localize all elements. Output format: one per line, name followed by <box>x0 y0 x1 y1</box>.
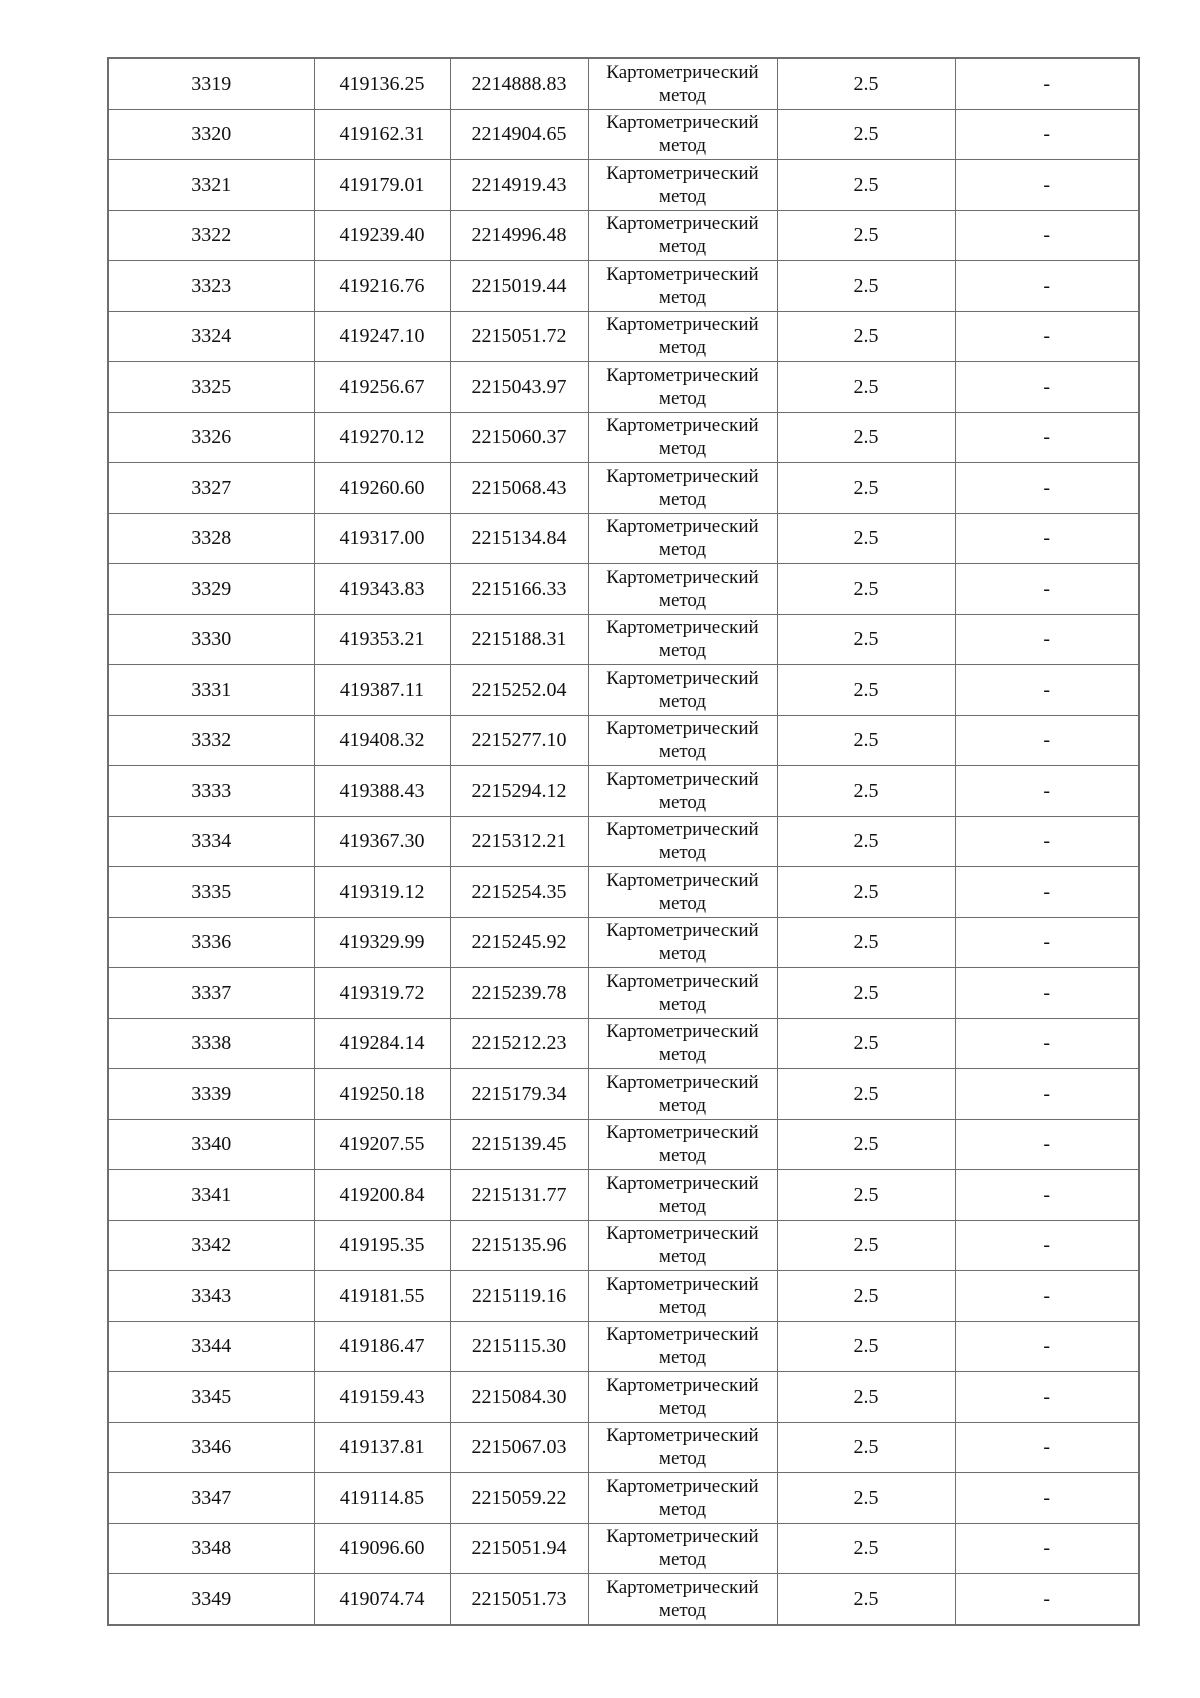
y-coordinate-cell: 2215060.37 <box>450 412 588 463</box>
x-coordinate-cell: 419367.30 <box>314 816 450 867</box>
method-line-1: Картометрический <box>606 1526 759 1548</box>
method-line-2: метод <box>658 438 707 460</box>
note-cell: - <box>955 109 1139 160</box>
x-coordinate-cell: 419260.60 <box>314 463 450 514</box>
method-line-1: Картометрический <box>606 213 759 235</box>
y-coordinate-cell: 2215212.23 <box>450 1018 588 1069</box>
accuracy-cell: 2.5 <box>777 1523 955 1574</box>
note-cell: - <box>955 1271 1139 1322</box>
accuracy-cell: 2.5 <box>777 513 955 564</box>
method-cell <box>588 1018 777 1069</box>
accuracy-cell: 2.5 <box>777 109 955 160</box>
accuracy-cell: 2.5 <box>777 968 955 1019</box>
method-line-1: Картометрический <box>606 768 759 790</box>
x-coordinate-cell: 419216.76 <box>314 261 450 312</box>
accuracy-cell: 2.5 <box>777 1220 955 1271</box>
x-coordinate-cell: 419250.18 <box>314 1069 450 1120</box>
note-cell: - <box>955 1321 1139 1372</box>
note-cell: - <box>955 816 1139 867</box>
point-number-cell: 3319 <box>108 58 314 109</box>
point-number-cell: 3326 <box>108 412 314 463</box>
accuracy-cell: 2.5 <box>777 816 955 867</box>
method-line-1: Картометрический <box>606 61 759 83</box>
method-line-1: Картометрический <box>606 970 759 992</box>
point-number-cell: 3322 <box>108 210 314 261</box>
accuracy-cell: 2.5 <box>777 614 955 665</box>
point-number-cell: 3332 <box>108 715 314 766</box>
method-cell <box>588 1271 777 1322</box>
table-row <box>108 463 1139 514</box>
method-line-2: метод <box>658 337 707 359</box>
accuracy-cell: 2.5 <box>777 564 955 615</box>
method-cell <box>588 665 777 716</box>
method-cell <box>588 362 777 413</box>
accuracy-cell: 2.5 <box>777 1372 955 1423</box>
accuracy-cell: 2.5 <box>777 1271 955 1322</box>
method-cell <box>588 715 777 766</box>
table-row <box>108 1574 1139 1625</box>
method-line-1: Картометрический <box>606 263 759 285</box>
y-coordinate-cell: 2215051.73 <box>450 1574 588 1625</box>
y-coordinate-cell: 2215067.03 <box>450 1422 588 1473</box>
point-number-cell: 3348 <box>108 1523 314 1574</box>
method-line-2: метод <box>658 488 707 510</box>
method-cell <box>588 210 777 261</box>
note-cell: - <box>955 1473 1139 1524</box>
note-cell: - <box>955 766 1139 817</box>
method-line-2: метод <box>658 1296 707 1318</box>
accuracy-cell: 2.5 <box>777 1422 955 1473</box>
note-cell: - <box>955 1372 1139 1423</box>
note-cell: - <box>955 968 1139 1019</box>
point-number-cell: 3335 <box>108 867 314 918</box>
method-line-1: Картометрический <box>606 1071 759 1093</box>
point-number-cell: 3321 <box>108 160 314 211</box>
method-line-2: метод <box>658 1094 707 1116</box>
point-number-cell: 3330 <box>108 614 314 665</box>
method-cell <box>588 1372 777 1423</box>
method-line-2: метод <box>658 842 707 864</box>
point-number-cell: 3329 <box>108 564 314 615</box>
accuracy-cell: 2.5 <box>777 1119 955 1170</box>
x-coordinate-cell: 419408.32 <box>314 715 450 766</box>
method-line-2: метод <box>658 993 707 1015</box>
accuracy-cell: 2.5 <box>777 210 955 261</box>
method-cell <box>588 917 777 968</box>
table-row <box>108 1170 1139 1221</box>
note-cell: - <box>955 412 1139 463</box>
table-row <box>108 1422 1139 1473</box>
y-coordinate-cell: 2215115.30 <box>450 1321 588 1372</box>
y-coordinate-cell: 2215131.77 <box>450 1170 588 1221</box>
table-row <box>108 766 1139 817</box>
method-line-2: метод <box>658 791 707 813</box>
method-line-2: метод <box>658 1549 707 1571</box>
method-cell <box>588 1422 777 1473</box>
y-coordinate-cell: 2215166.33 <box>450 564 588 615</box>
method-line-2: метод <box>658 1246 707 1268</box>
accuracy-cell: 2.5 <box>777 1574 955 1625</box>
accuracy-cell: 2.5 <box>777 917 955 968</box>
method-cell <box>588 968 777 1019</box>
point-number-cell: 3346 <box>108 1422 314 1473</box>
y-coordinate-cell: 2215188.31 <box>450 614 588 665</box>
method-line-2: метод <box>658 1448 707 1470</box>
method-line-1: Картометрический <box>606 920 759 942</box>
method-line-1: Картометрический <box>606 1374 759 1396</box>
accuracy-cell: 2.5 <box>777 1473 955 1524</box>
point-number-cell: 3349 <box>108 1574 314 1625</box>
method-line-2: метод <box>658 741 707 763</box>
method-line-2: метод <box>658 185 707 207</box>
x-coordinate-cell: 419179.01 <box>314 160 450 211</box>
x-coordinate-cell: 419136.25 <box>314 58 450 109</box>
method-line-2: метод <box>658 690 707 712</box>
y-coordinate-cell: 2215019.44 <box>450 261 588 312</box>
method-line-1: Картометрический <box>606 617 759 639</box>
table-row <box>108 867 1139 918</box>
table-body <box>108 58 1139 1625</box>
x-coordinate-cell: 419319.12 <box>314 867 450 918</box>
y-coordinate-cell: 2215043.97 <box>450 362 588 413</box>
y-coordinate-cell: 2214996.48 <box>450 210 588 261</box>
method-line-2: метод <box>658 1195 707 1217</box>
table-row <box>108 58 1139 109</box>
point-number-cell: 3337 <box>108 968 314 1019</box>
table-row <box>108 513 1139 564</box>
note-cell: - <box>955 1523 1139 1574</box>
note-cell: - <box>955 160 1139 211</box>
point-number-cell: 3333 <box>108 766 314 817</box>
accuracy-cell: 2.5 <box>777 1069 955 1120</box>
coordinates-table <box>107 57 1140 1626</box>
x-coordinate-cell: 419114.85 <box>314 1473 450 1524</box>
x-coordinate-cell: 419195.35 <box>314 1220 450 1271</box>
table-row <box>108 160 1139 211</box>
y-coordinate-cell: 2215051.72 <box>450 311 588 362</box>
table-row <box>108 614 1139 665</box>
table-row <box>108 1372 1139 1423</box>
accuracy-cell: 2.5 <box>777 160 955 211</box>
method-line-2: метод <box>658 1397 707 1419</box>
method-cell <box>588 1473 777 1524</box>
method-line-1: Картометрический <box>606 566 759 588</box>
method-line-2: метод <box>658 539 707 561</box>
method-line-1: Картометрический <box>606 1475 759 1497</box>
table-row <box>108 917 1139 968</box>
accuracy-cell: 2.5 <box>777 58 955 109</box>
note-cell: - <box>955 614 1139 665</box>
accuracy-cell: 2.5 <box>777 715 955 766</box>
method-line-1: Картометрический <box>606 1324 759 1346</box>
method-line-1: Картометрический <box>606 162 759 184</box>
method-cell <box>588 1220 777 1271</box>
y-coordinate-cell: 2214904.65 <box>450 109 588 160</box>
method-line-1: Картометрический <box>606 1576 759 1598</box>
accuracy-cell: 2.5 <box>777 665 955 716</box>
accuracy-cell: 2.5 <box>777 867 955 918</box>
method-cell <box>588 1523 777 1574</box>
method-line-2: метод <box>658 1044 707 1066</box>
y-coordinate-cell: 2215294.12 <box>450 766 588 817</box>
x-coordinate-cell: 419186.47 <box>314 1321 450 1372</box>
accuracy-cell: 2.5 <box>777 1170 955 1221</box>
point-number-cell: 3339 <box>108 1069 314 1120</box>
y-coordinate-cell: 2215059.22 <box>450 1473 588 1524</box>
y-coordinate-cell: 2215277.10 <box>450 715 588 766</box>
x-coordinate-cell: 419181.55 <box>314 1271 450 1322</box>
y-coordinate-cell: 2215139.45 <box>450 1119 588 1170</box>
point-number-cell: 3325 <box>108 362 314 413</box>
x-coordinate-cell: 419096.60 <box>314 1523 450 1574</box>
table-row <box>108 109 1139 160</box>
accuracy-cell: 2.5 <box>777 1321 955 1372</box>
method-line-1: Картометрический <box>606 364 759 386</box>
y-coordinate-cell: 2215239.78 <box>450 968 588 1019</box>
y-coordinate-cell: 2215068.43 <box>450 463 588 514</box>
table-row <box>108 1220 1139 1271</box>
method-cell <box>588 1574 777 1625</box>
method-line-2: метод <box>658 943 707 965</box>
method-line-2: метод <box>658 286 707 308</box>
method-line-1: Картометрический <box>606 415 759 437</box>
table-row <box>108 1018 1139 1069</box>
method-line-1: Картометрический <box>606 667 759 689</box>
table-row <box>108 311 1139 362</box>
y-coordinate-cell: 2215245.92 <box>450 917 588 968</box>
x-coordinate-cell: 419200.84 <box>314 1170 450 1221</box>
y-coordinate-cell: 2215179.34 <box>450 1069 588 1120</box>
method-line-1: Картометрический <box>606 314 759 336</box>
method-line-1: Картометрический <box>606 869 759 891</box>
method-cell <box>588 867 777 918</box>
table-row <box>108 968 1139 1019</box>
method-line-2: метод <box>658 1498 707 1520</box>
accuracy-cell: 2.5 <box>777 311 955 362</box>
x-coordinate-cell: 419137.81 <box>314 1422 450 1473</box>
x-coordinate-cell: 419387.11 <box>314 665 450 716</box>
note-cell: - <box>955 715 1139 766</box>
method-cell <box>588 109 777 160</box>
x-coordinate-cell: 419353.21 <box>314 614 450 665</box>
x-coordinate-cell: 419388.43 <box>314 766 450 817</box>
method-line-1: Картометрический <box>606 465 759 487</box>
point-number-cell: 3338 <box>108 1018 314 1069</box>
method-line-1: Картометрический <box>606 1425 759 1447</box>
accuracy-cell: 2.5 <box>777 362 955 413</box>
method-cell <box>588 1321 777 1372</box>
table-row <box>108 665 1139 716</box>
method-line-2: метод <box>658 640 707 662</box>
method-line-2: метод <box>658 236 707 258</box>
point-number-cell: 3336 <box>108 917 314 968</box>
x-coordinate-cell: 419256.67 <box>314 362 450 413</box>
method-cell <box>588 816 777 867</box>
x-coordinate-cell: 419317.00 <box>314 513 450 564</box>
point-number-cell: 3320 <box>108 109 314 160</box>
method-cell <box>588 261 777 312</box>
table-row <box>108 1523 1139 1574</box>
method-line-2: метод <box>658 84 707 106</box>
y-coordinate-cell: 2215312.21 <box>450 816 588 867</box>
y-coordinate-cell: 2215051.94 <box>450 1523 588 1574</box>
method-line-2: метод <box>658 135 707 157</box>
note-cell: - <box>955 362 1139 413</box>
table-row <box>108 362 1139 413</box>
point-number-cell: 3343 <box>108 1271 314 1322</box>
y-coordinate-cell: 2215134.84 <box>450 513 588 564</box>
accuracy-cell: 2.5 <box>777 766 955 817</box>
method-cell <box>588 614 777 665</box>
note-cell: - <box>955 210 1139 261</box>
method-line-2: метод <box>658 1347 707 1369</box>
note-cell: - <box>955 665 1139 716</box>
note-cell: - <box>955 1574 1139 1625</box>
accuracy-cell: 2.5 <box>777 261 955 312</box>
method-cell <box>588 1069 777 1120</box>
note-cell: - <box>955 463 1139 514</box>
point-number-cell: 3327 <box>108 463 314 514</box>
method-line-2: метод <box>658 1145 707 1167</box>
method-line-2: метод <box>658 387 707 409</box>
y-coordinate-cell: 2215119.16 <box>450 1271 588 1322</box>
point-number-cell: 3347 <box>108 1473 314 1524</box>
y-coordinate-cell: 2214919.43 <box>450 160 588 211</box>
table-row <box>108 1271 1139 1322</box>
table-row <box>108 1069 1139 1120</box>
method-cell <box>588 1170 777 1221</box>
method-line-1: Картометрический <box>606 112 759 134</box>
accuracy-cell: 2.5 <box>777 1018 955 1069</box>
method-line-2: метод <box>658 892 707 914</box>
method-cell <box>588 463 777 514</box>
point-number-cell: 3324 <box>108 311 314 362</box>
table-row <box>108 412 1139 463</box>
note-cell: - <box>955 1422 1139 1473</box>
x-coordinate-cell: 419319.72 <box>314 968 450 1019</box>
point-number-cell: 3334 <box>108 816 314 867</box>
note-cell: - <box>955 58 1139 109</box>
table-row <box>108 210 1139 261</box>
point-number-cell: 3331 <box>108 665 314 716</box>
point-number-cell: 3344 <box>108 1321 314 1372</box>
table-row <box>108 816 1139 867</box>
method-line-2: метод <box>658 589 707 611</box>
x-coordinate-cell: 419284.14 <box>314 1018 450 1069</box>
note-cell: - <box>955 311 1139 362</box>
table-row <box>108 715 1139 766</box>
y-coordinate-cell: 2215084.30 <box>450 1372 588 1423</box>
method-line-1: Картометрический <box>606 1223 759 1245</box>
note-cell: - <box>955 1119 1139 1170</box>
note-cell: - <box>955 513 1139 564</box>
y-coordinate-cell: 2215135.96 <box>450 1220 588 1271</box>
method-cell <box>588 513 777 564</box>
point-number-cell: 3342 <box>108 1220 314 1271</box>
x-coordinate-cell: 419343.83 <box>314 564 450 615</box>
x-coordinate-cell: 419329.99 <box>314 917 450 968</box>
accuracy-cell: 2.5 <box>777 412 955 463</box>
x-coordinate-cell: 419074.74 <box>314 1574 450 1625</box>
point-number-cell: 3340 <box>108 1119 314 1170</box>
note-cell: - <box>955 1170 1139 1221</box>
note-cell: - <box>955 1018 1139 1069</box>
x-coordinate-cell: 419162.31 <box>314 109 450 160</box>
method-line-1: Картометрический <box>606 1021 759 1043</box>
table-row <box>108 564 1139 615</box>
method-cell <box>588 412 777 463</box>
method-cell <box>588 311 777 362</box>
method-cell <box>588 564 777 615</box>
method-cell <box>588 58 777 109</box>
table-row <box>108 1119 1139 1170</box>
note-cell: - <box>955 867 1139 918</box>
x-coordinate-cell: 419159.43 <box>314 1372 450 1423</box>
y-coordinate-cell: 2215254.35 <box>450 867 588 918</box>
y-coordinate-cell: 2214888.83 <box>450 58 588 109</box>
method-line-1: Картометрический <box>606 1172 759 1194</box>
method-cell <box>588 1119 777 1170</box>
method-line-1: Картометрический <box>606 1122 759 1144</box>
note-cell: - <box>955 1220 1139 1271</box>
x-coordinate-cell: 419207.55 <box>314 1119 450 1170</box>
method-line-1: Картометрический <box>606 516 759 538</box>
note-cell: - <box>955 1069 1139 1120</box>
x-coordinate-cell: 419239.40 <box>314 210 450 261</box>
method-line-1: Картометрический <box>606 718 759 740</box>
note-cell: - <box>955 261 1139 312</box>
method-line-1: Картометрический <box>606 1273 759 1295</box>
x-coordinate-cell: 419270.12 <box>314 412 450 463</box>
table-row <box>108 1321 1139 1372</box>
method-line-2: метод <box>658 1599 707 1621</box>
y-coordinate-cell: 2215252.04 <box>450 665 588 716</box>
table-row <box>108 261 1139 312</box>
method-line-1: Картометрический <box>606 819 759 841</box>
accuracy-cell: 2.5 <box>777 463 955 514</box>
point-number-cell: 3328 <box>108 513 314 564</box>
table-row <box>108 1473 1139 1524</box>
note-cell: - <box>955 917 1139 968</box>
point-number-cell: 3323 <box>108 261 314 312</box>
x-coordinate-cell: 419247.10 <box>314 311 450 362</box>
method-cell <box>588 160 777 211</box>
point-number-cell: 3345 <box>108 1372 314 1423</box>
point-number-cell: 3341 <box>108 1170 314 1221</box>
note-cell: - <box>955 564 1139 615</box>
method-cell <box>588 766 777 817</box>
